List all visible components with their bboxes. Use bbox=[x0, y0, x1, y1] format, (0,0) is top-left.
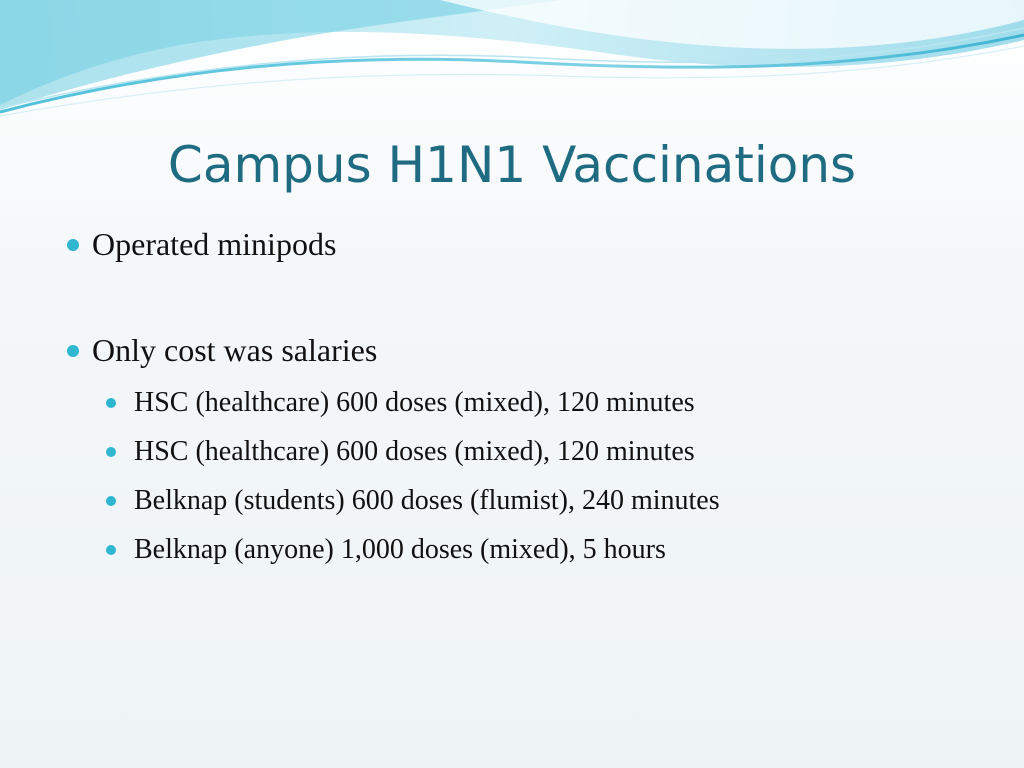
bullet-text: Only cost was salaries bbox=[92, 332, 378, 368]
sub-bullet-list bbox=[104, 378, 982, 574]
sub-bullet-text: HSC (healthcare) 600 doses (mixed), 120 minutes bbox=[134, 436, 695, 467]
bullet-dot-icon bbox=[106, 398, 116, 408]
bullet-list bbox=[62, 222, 982, 574]
sub-bullet-item bbox=[104, 476, 982, 525]
bullet-dot-icon bbox=[67, 345, 79, 357]
bullet-dot-icon bbox=[106, 545, 116, 555]
sub-bullet-text: Belknap (anyone) 1,000 doses (mixed), 5 hours bbox=[134, 534, 666, 565]
bullet-text: Operated minipods bbox=[92, 226, 337, 262]
sub-bullet-text: HSC (healthcare) 600 doses (mixed), 120 minutes bbox=[134, 387, 695, 418]
sub-bullet-item bbox=[104, 378, 982, 427]
header-wave-decoration bbox=[0, 0, 1024, 130]
sub-bullet-item bbox=[104, 427, 982, 476]
slide-title: Campus H1N1 Vaccinations bbox=[167, 136, 857, 194]
sub-bullet-item bbox=[104, 525, 982, 574]
bullet-item bbox=[62, 222, 982, 266]
bullet-dot-icon bbox=[106, 496, 116, 506]
bullet-item bbox=[62, 328, 982, 372]
bullet-dot-icon bbox=[67, 239, 79, 251]
bullet-dot-icon bbox=[106, 447, 116, 457]
sub-bullet-text: Belknap (students) 600 doses (flumist), 240 minutes bbox=[134, 485, 720, 516]
